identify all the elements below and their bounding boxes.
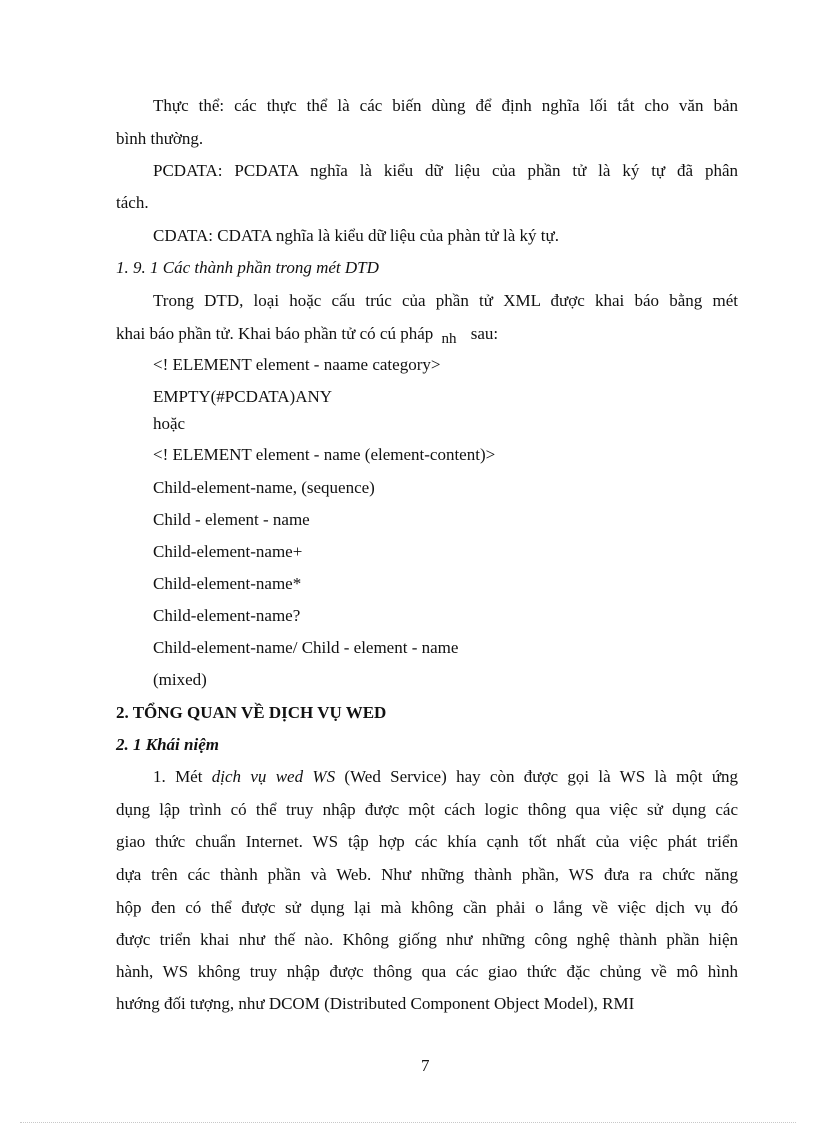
paragraph-line: bình thường. (116, 129, 204, 148)
paragraph-line: giao thức chuẩn Internet. WS tập hợp các khía cạnh tốt nhất của việc phát triển (116, 832, 738, 851)
subsection-heading: 1. 9. 1 Các thành phần trong mét DTD (116, 258, 379, 277)
code-line: Child-element-name, (sequence) (153, 478, 375, 497)
code-line: hoặc (153, 414, 186, 433)
paragraph-line: dựa trên các thành phần và Web. Như những thành phần, WS đưa ra chức năng (116, 865, 738, 884)
subsection-heading: 2. 1 Khái niệm (116, 735, 219, 754)
paragraph-line: Thực thể: các thực thể là các biến dùng để định nghĩa lối tắt cho văn bản (153, 96, 738, 115)
code-line: <! ELEMENT element - name (element-content)> (153, 445, 496, 464)
code-line: (mixed) (153, 670, 207, 689)
paragraph-line (153, 766, 738, 788)
text-span: nh (441, 331, 457, 347)
code-line: Child-element-name? (153, 606, 301, 625)
code-line: Child-element-name* (153, 574, 302, 593)
text-span: sau: (470, 324, 499, 343)
paragraph-line: PCDATA: PCDATA nghĩa là kiểu dữ liệu của phần tử là ký tự đã phân (153, 161, 738, 180)
code-line: Child - element - name (153, 510, 310, 529)
section-heading: 2. TỔNG QUAN VỀ DỊCH VỤ WED (116, 703, 387, 722)
paragraph-line: hành, WS không truy nhập được thông qua các giao thức đặc chủng về mô hình (116, 962, 738, 981)
paragraph-line: CDATA: CDATA nghĩa là kiểu dữ liệu của phàn tử là ký tự. (153, 226, 559, 245)
page-number: 7 (421, 1056, 430, 1075)
paragraph-line: hộp đen có thể được sử dụng lại mà không cần phải o lắng về việc dịch vụ đó (116, 898, 738, 917)
code-line: EMPTY(#PCDATA)ANY (153, 387, 333, 406)
text-span: 1. Mét (153, 767, 203, 786)
paragraph-line (116, 323, 498, 346)
paragraph-line: hướng đối tượng, như DCOM (Distributed Component Object Model), RMI (116, 994, 635, 1013)
paragraph-line: được triển khai như thế nào. Không giống như những công nghệ thành phần hiện (116, 930, 738, 949)
code-line: Child-element-name+ (153, 542, 303, 561)
text-span: dịch vụ wed WS (211, 767, 336, 786)
text-span: (Wed Service) hay còn được gọi là WS là một ứng (344, 767, 739, 786)
paragraph-line: tách. (116, 193, 149, 212)
text-span: khai báo phần tử. Khai báo phần tử có cú pháp (116, 324, 434, 343)
paragraph-line: Trong DTD, loại hoặc cấu trúc của phần tử XML được khai báo bằng mét (153, 291, 738, 310)
code-line: <! ELEMENT element - naame category> (153, 355, 441, 374)
paragraph-line: dụng lập trình có thể truy nhập được một cách logic thông qua việc sử dụng các (116, 800, 738, 819)
code-line: Child-element-name/ Child - element - name (153, 638, 459, 657)
